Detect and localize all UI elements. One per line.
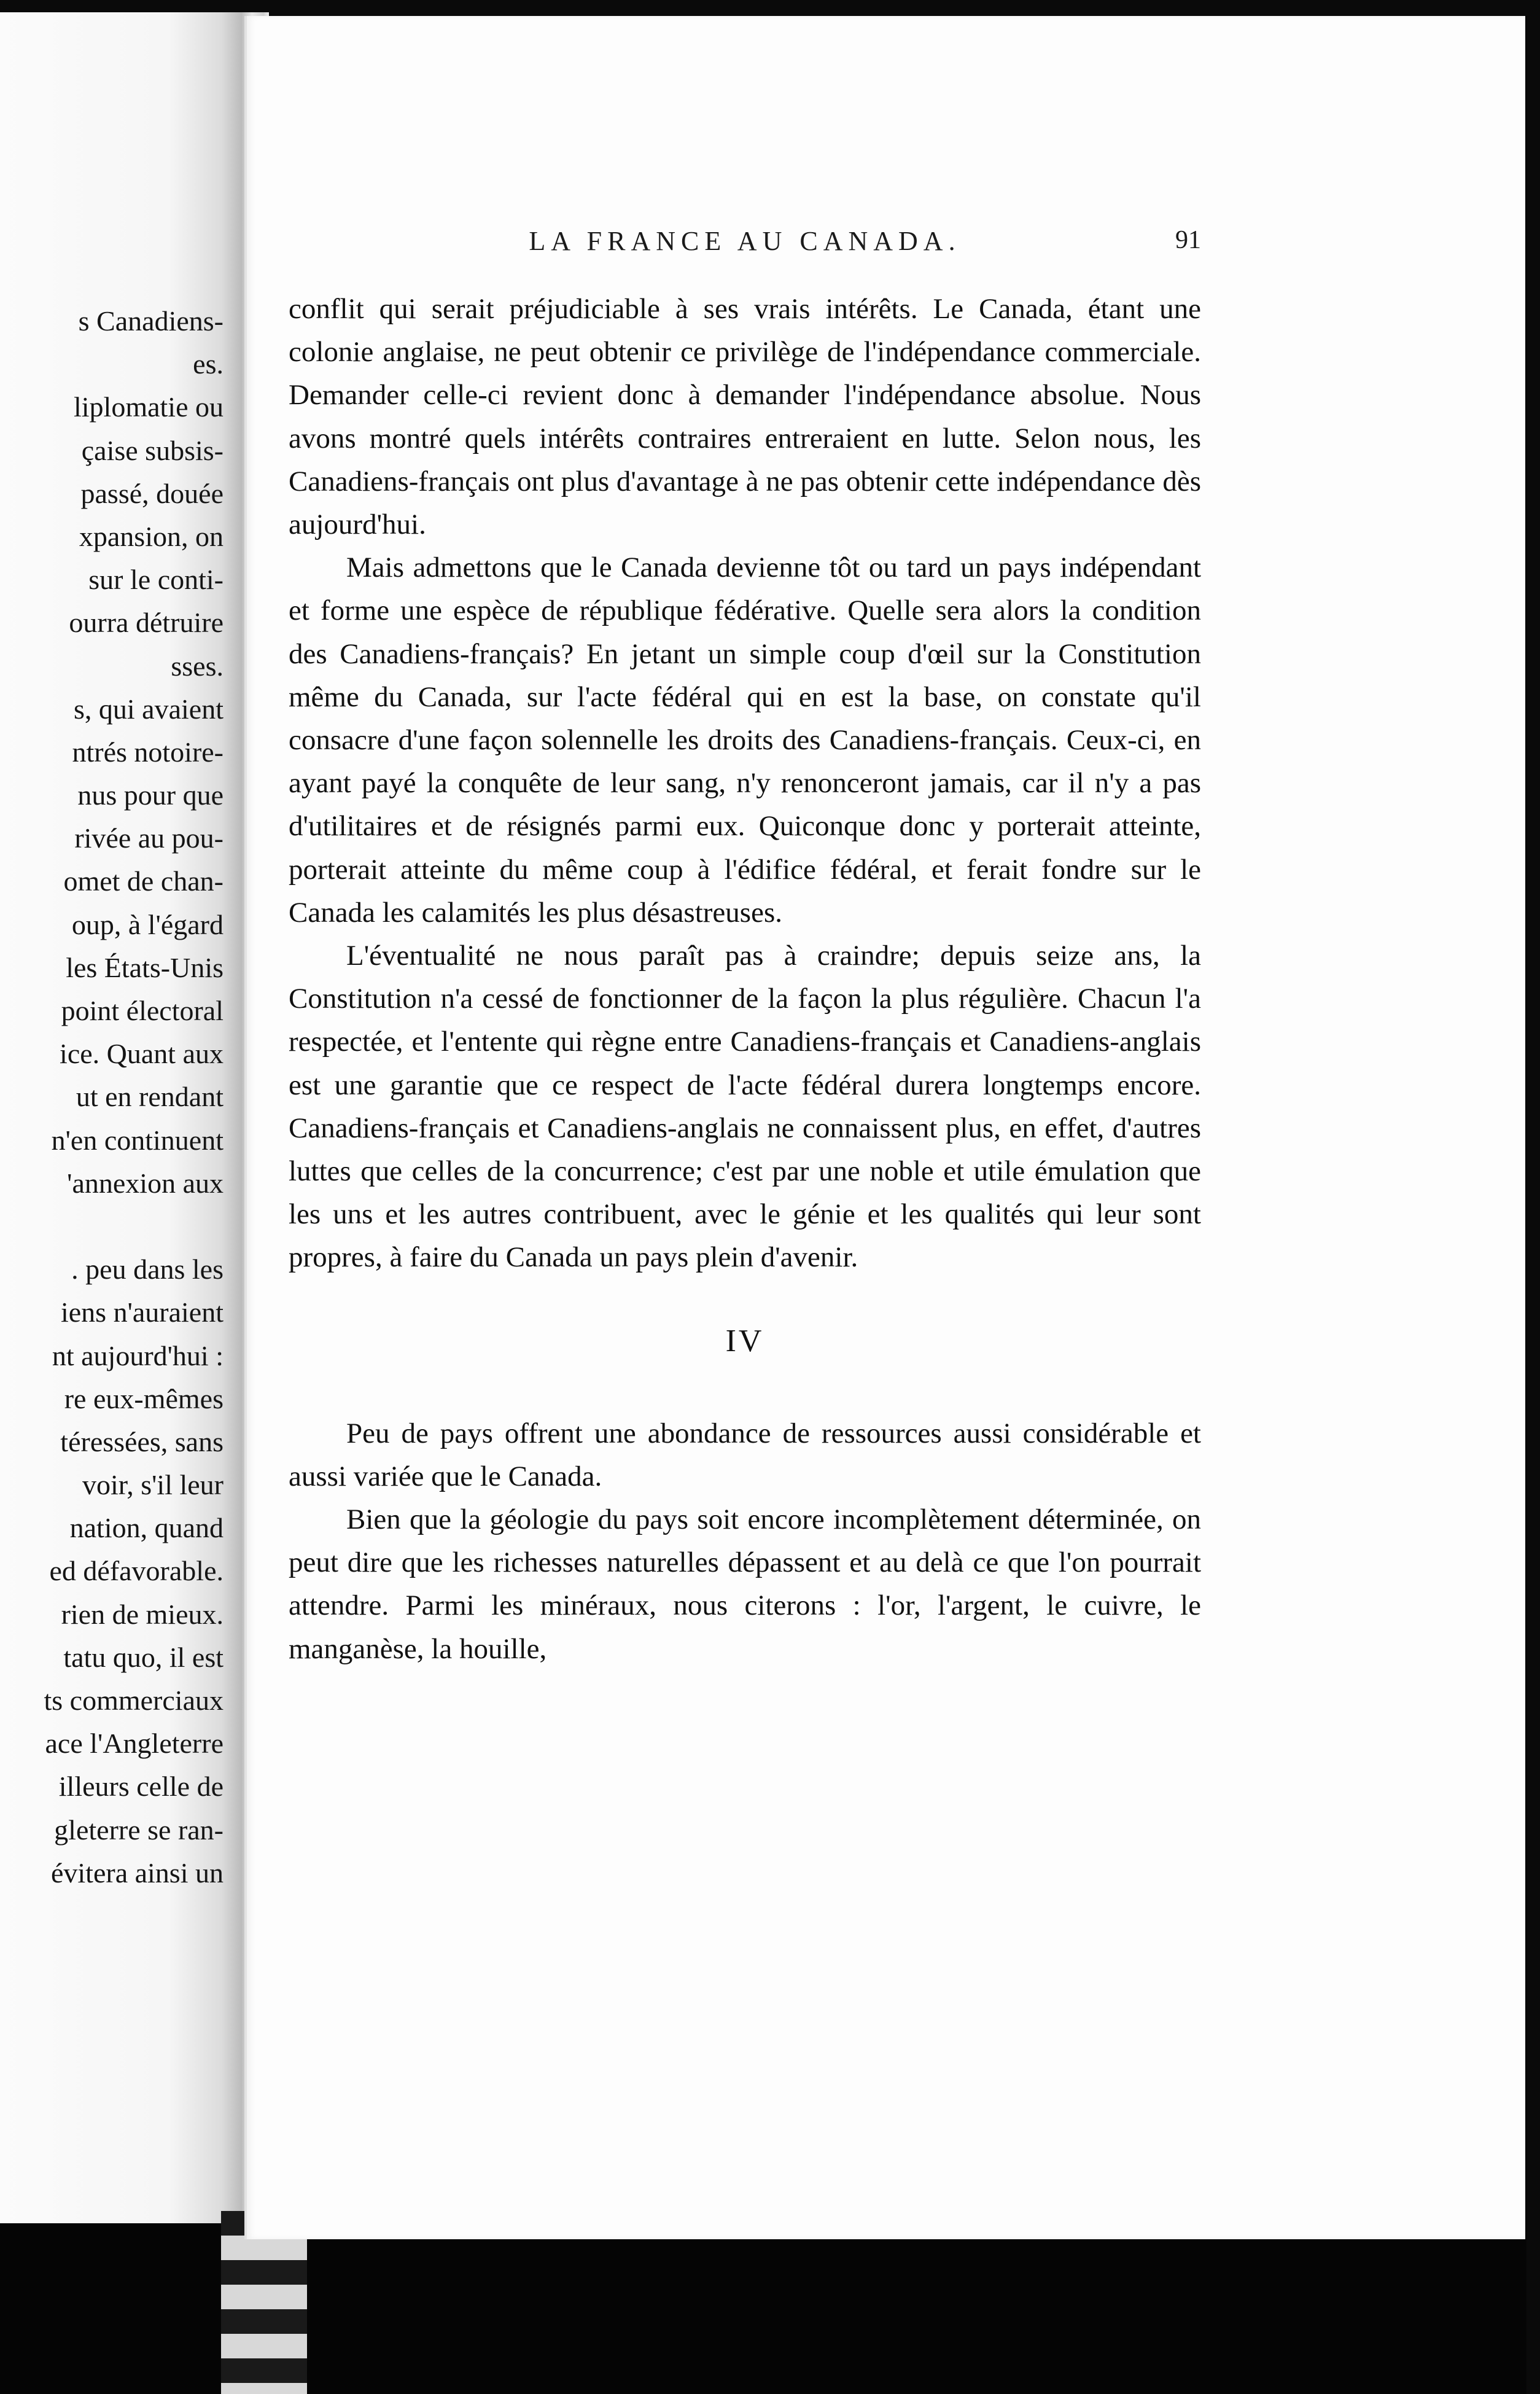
paragraph: L'éventualité ne nous paraît pas à craindre; depuis seize ans, la Constitution n'a cessé de fonctionner de la façon la plus régulière. Chacun l'a respectée, et l'entente qui règne entre Canadiens-français et Canadiens-anglais est une garantie que ce respect de l'acte fédéral durera longtemps encore. Canadiens-français et Canadiens-anglais ne connaissent plus, en effet, d'autres luttes que celles de la concurrence; c'est par une noble et utile émulation que les uns et les autres contribuent, avec le génie et les qualités qui leur sont propres, à faire du Canada un pays plein d'avenir.	[289, 940, 1201, 1274]
facing-page-text	[44, 300, 224, 1895]
facing-page-line: gleterre se ran-	[54, 1814, 224, 1846]
facing-page-line: omet de chan-	[63, 865, 224, 897]
facing-page-line: ut en rendant	[76, 1081, 224, 1113]
facing-page-line: nus pour que	[77, 779, 224, 811]
facing-page-line: sses.	[171, 650, 224, 682]
facing-page-line: 'annexion aux	[67, 1167, 224, 1199]
running-title: LA FRANCE AU CANADA.	[529, 226, 961, 256]
facing-page-line: ace l'Angleterre	[45, 1728, 224, 1760]
facing-page-line: xpansion, on	[79, 520, 224, 552]
facing-page-line: s Canadiens-	[78, 305, 224, 337]
facing-page-line: . peu dans les	[71, 1254, 224, 1285]
facing-page-line: illeurs celle de	[58, 1771, 224, 1803]
facing-page-line: iens n'auraient	[60, 1296, 224, 1328]
facing-page-line	[44, 1205, 224, 1248]
facing-page-line: çaise subsis-	[81, 434, 224, 466]
facing-page-line: point électoral	[61, 995, 224, 1026]
facing-page-line: tatu quo, il est	[63, 1641, 224, 1673]
paragraph: Bien que la géologie du pays soit encore incomplètement déterminée, on peut dire que les richesses naturelles dépassent et au delà ce que l'on pourrait attendre. Parmi les minéraux, nous citerons : l'or, l'argent, le cuivre, le manganèse, la houille,	[289, 1503, 1201, 1665]
page-body	[289, 287, 1201, 1671]
section-heading: IV	[725, 1323, 764, 1359]
facing-page-line: liplomatie ou	[73, 391, 224, 423]
facing-page-line: s, qui avaient	[74, 693, 224, 725]
facing-page-line: ed défavorable.	[49, 1555, 224, 1587]
paragraph: Peu de pays offrent une abondance de ressources aussi considérable et aussi variée que le Canada.	[289, 1417, 1201, 1492]
facing-page-line: les États-Unis	[66, 951, 224, 983]
facing-page-left	[0, 12, 241, 2223]
facing-page-line: re eux-mêmes	[64, 1382, 224, 1414]
facing-page-line: évitera ainsi un	[50, 1857, 224, 1889]
facing-page-line: voir, s'il leur	[82, 1469, 224, 1501]
facing-page-line: nt aujourd'hui :	[52, 1339, 224, 1371]
facing-page-line: nation, quand	[69, 1512, 224, 1544]
facing-page-line: n'en continuent	[51, 1124, 224, 1156]
paragraph: conflit qui serait préjudiciable à ses vrais intérêts. Le Canada, étant une colonie anglaise, ne peut obtenir ce privilège de l'indépendance commerciale. Demander celle-ci revient donc à demander l'indépendance absolue. Nous avons montré quels intérêts contraires entreraient en lutte. Selon nous, les Canadiens-français ont plus d'avantage à ne pas obtenir cette indépendance dès aujourd'hui.	[289, 293, 1201, 541]
facing-page-line: ts commerciaux	[44, 1685, 224, 1716]
scanner-right-border	[1526, 0, 1540, 2394]
facing-page-line: es.	[193, 348, 224, 380]
page-number: 91	[1175, 226, 1201, 254]
facing-page-line: téressées, sans	[60, 1425, 224, 1457]
facing-page-line: passé, douée	[80, 477, 224, 509]
facing-page-line: oup, à l'égard	[71, 908, 224, 940]
facing-page-line: ourra détruire	[69, 607, 224, 639]
facing-page-line: rien de mieux.	[61, 1598, 224, 1630]
page-header	[289, 225, 1201, 262]
facing-page-line: ntrés notoire-	[72, 736, 224, 768]
facing-page-line: rivée au pou-	[74, 822, 224, 854]
facing-page-line: sur le conti-	[88, 564, 224, 596]
facing-page-line: ice. Quant aux	[60, 1038, 224, 1070]
paragraph: Mais admettons que le Canada devienne tôt ou tard un pays indépendant et forme une espèce de république fédérative. Quelle sera alors la condition des Canadiens-français? En jetant un simple coup d'œil sur la Constitution même du Canada, sur l'acte fédéral qui en est la base, on constate qu'il consacre d'une façon solennelle les droits des Canadiens-français. Ceux-ci, en ayant payé la conquête de leur sang, n'y renonceront jamais, car il n'y a pas d'utilitaires et de résignés parmi eux. Quiconque donc y porterait atteinte, porterait atteinte du même coup à l'édifice fédéral, et ferait fondre sur le Canada les calamités les plus désastreuses.	[289, 552, 1201, 929]
